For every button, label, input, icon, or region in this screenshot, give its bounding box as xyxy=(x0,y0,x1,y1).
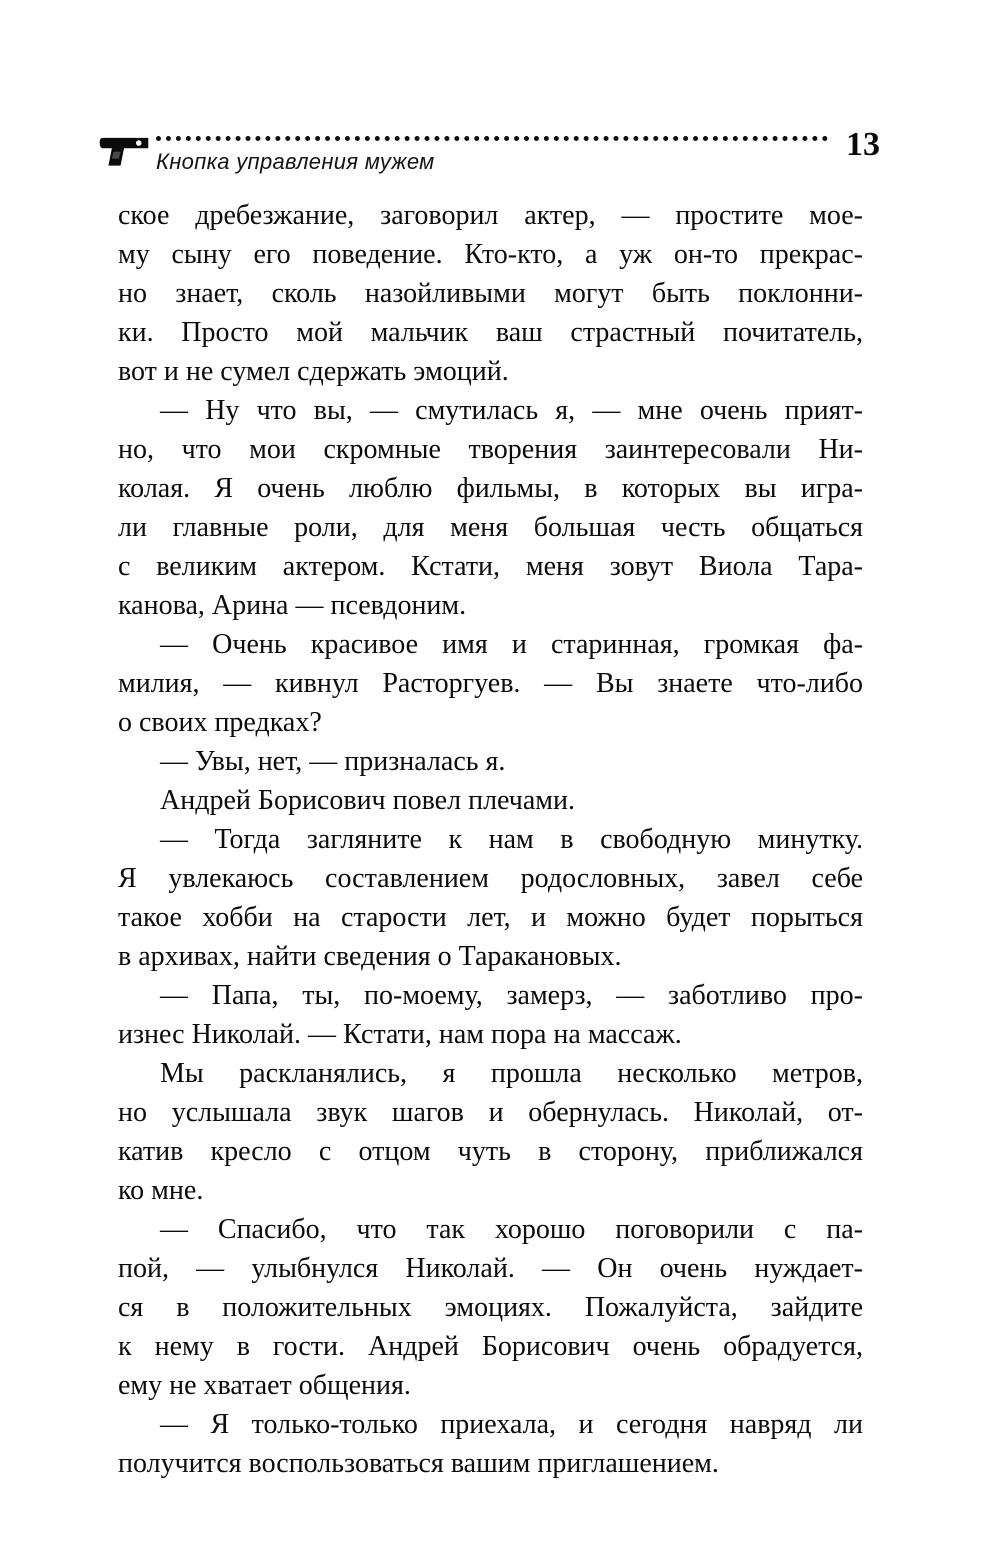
text-line: ему не хватает общения. xyxy=(118,1370,411,1401)
text-line: но услышала звук шагов и обернулась. Николай, от- xyxy=(118,1097,863,1128)
pistol-icon xyxy=(98,130,150,170)
text-line: о своих предках? xyxy=(118,707,322,738)
text-line: Мы раскланялись, я прошла несколько метров, xyxy=(160,1058,863,1089)
text-line: милия, — кивнул Расторгуев. — Вы знаете что-либо xyxy=(118,668,863,699)
text-line: получится воспользоваться вашим приглашением. xyxy=(118,1448,719,1479)
text-line: канова, Арина — псевдоним. xyxy=(118,590,467,621)
text-line: вот и не сумел сдержать эмоций. xyxy=(118,356,509,387)
text-line: к нему в гости. Андрей Борисович очень обрадуется, xyxy=(118,1331,863,1362)
text-line: — Спасибо, что так хорошо поговорили с па- xyxy=(160,1214,863,1245)
text-line: — Очень красивое имя и старинная, громкая фа- xyxy=(160,629,863,660)
paragraph xyxy=(118,391,863,625)
paragraph xyxy=(118,742,863,781)
text-line: Я увлекаюсь составлением родословных, завел себе xyxy=(118,863,863,894)
paragraph xyxy=(118,625,863,742)
paragraph xyxy=(118,196,863,391)
text-line: в архивах, найти сведения о Таракановых. xyxy=(118,941,622,972)
text-line: Андрей Борисович повел плечами. xyxy=(160,785,575,816)
text-line: — Папа, ты, по-моему, замерз, — заботливо про- xyxy=(160,980,863,1011)
dotted-rule xyxy=(156,136,828,141)
text-line: му сыну его поведение. Кто-кто, а уж он-то прекрас- xyxy=(118,239,863,270)
page-header xyxy=(98,128,880,175)
text-line: ское дребезжание, заговорил актер, — простите мое- xyxy=(118,200,863,231)
text-line: ся в положительных эмоциях. Пожалуйста, зайдите xyxy=(118,1292,863,1323)
text-line: — Я только-только приехала, и сегодня навряд ли xyxy=(160,1409,863,1440)
text-line: пой, — улыбнулся Николай. — Он очень нуждает- xyxy=(118,1253,863,1284)
text-line: изнес Николай. — Кстати, нам пора на массаж. xyxy=(118,1019,682,1050)
text-line: — Увы, нет, — призналась я. xyxy=(160,746,506,777)
text-line: — Тогда загляните к нам в свободную минутку. xyxy=(160,824,863,855)
header-middle xyxy=(156,128,846,175)
text-line: — Ну что вы, — смутилась я, — мне очень прият- xyxy=(160,395,863,426)
paragraph xyxy=(118,820,863,976)
text-line: ли главные роли, для меня большая честь общаться xyxy=(118,512,863,543)
text-line: катив кресло с отцом чуть в сторону, приближался xyxy=(118,1136,863,1167)
paragraph xyxy=(118,1210,863,1405)
running-title: Кнопка управления мужем xyxy=(156,149,435,174)
text-line: с великим актером. Кстати, меня зовут Виола Тара- xyxy=(118,551,863,582)
page-body xyxy=(118,196,863,1483)
page-number: 13 xyxy=(846,126,880,163)
text-line: но, что мои скромные творения заинтересовали Ни- xyxy=(118,434,863,465)
paragraph xyxy=(118,1405,863,1483)
text-line: ко мне. xyxy=(118,1175,204,1206)
text-line: ки. Просто мой мальчик ваш страстный почитатель, xyxy=(118,317,863,348)
paragraph xyxy=(118,781,863,820)
paragraph xyxy=(118,976,863,1054)
text-line: колая. Я очень люблю фильмы, в которых вы игра- xyxy=(118,473,863,504)
paragraph xyxy=(118,1054,863,1210)
text-line: но знает, сколь назойливыми могут быть поклонни- xyxy=(118,278,863,309)
text-line: такое хобби на старости лет, и можно будет порыться xyxy=(118,902,863,933)
